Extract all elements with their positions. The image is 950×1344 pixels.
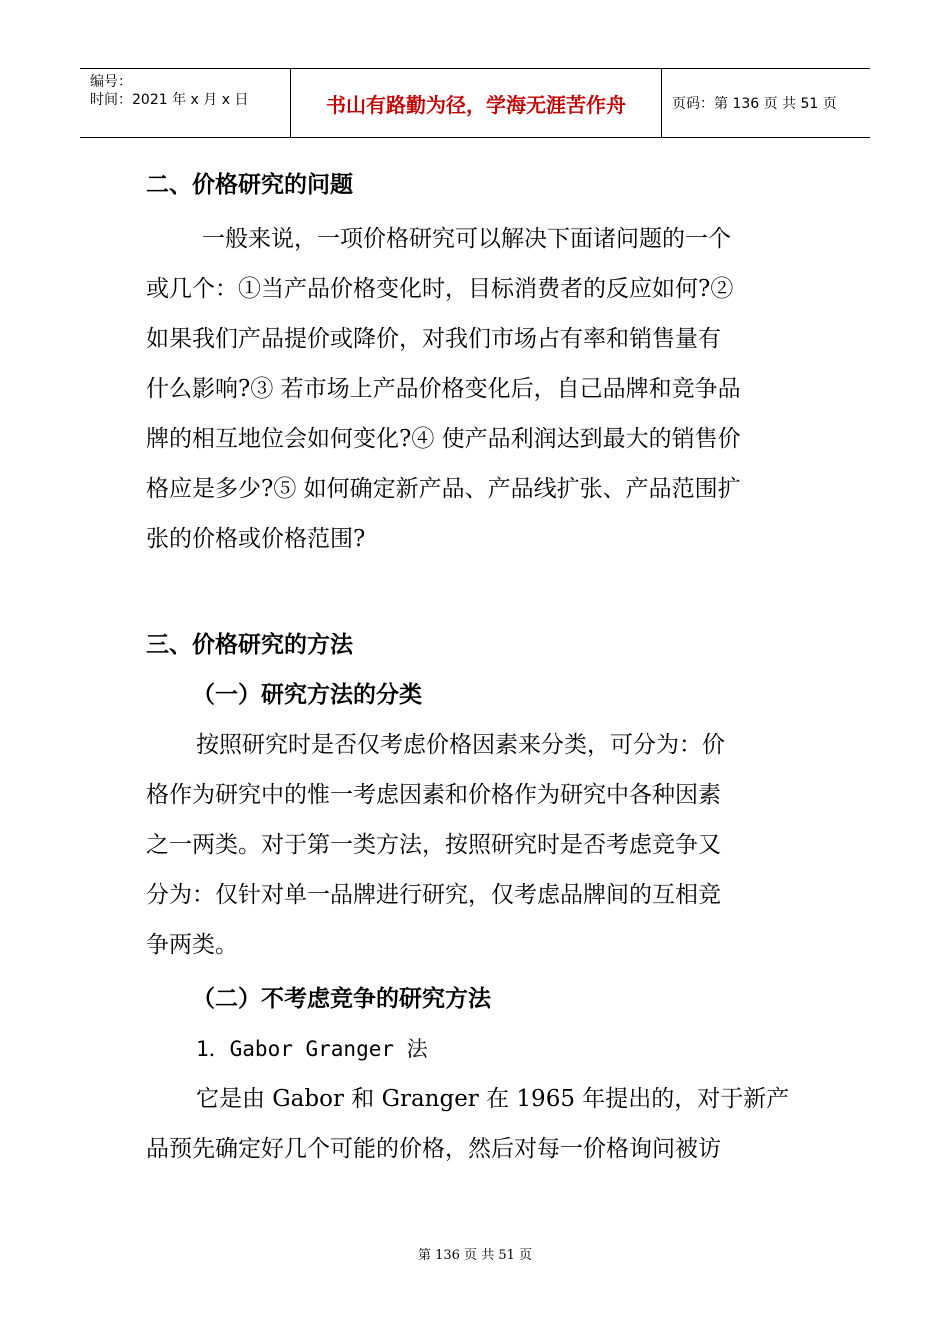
header-page-info: 页码：第 136 页 共 51 页 [672, 96, 837, 112]
paragraph-line: 什么影响?③ 若市场上产品价格变化后，自己品牌和竞争品 [146, 376, 741, 402]
paragraph-line: 一般来说，一项价格研究可以解决下面诸问题的一个 [202, 226, 731, 252]
section-2-body [146, 214, 806, 564]
subsection-heading: （一）研究方法的分类 [192, 682, 422, 708]
paragraph-line: 张的价格或价格范围? [146, 526, 366, 552]
paragraph-line: 或几个：①当产品价格变化时，目标消费者的反应如何?② [146, 276, 734, 302]
paragraph-line: 按照研究时是否仅考虑价格因素来分类，可分为：价 [196, 732, 725, 758]
section-heading: 二、价格研究的问题 [146, 172, 353, 198]
page-header [80, 68, 870, 138]
list-item: 1．Gabor Granger 法 [196, 1037, 428, 1061]
paragraph-line: 牌的相互地位会如何变化?④ 使产品利润达到最大的销售价 [146, 426, 741, 452]
paragraph-line: 格应是多少?⑤ 如何确定新产品、产品线扩张、产品范围扩 [146, 476, 741, 502]
document-number-label: 编号： [90, 74, 132, 90]
page-footer: 第 136 页 共 51 页 [417, 1248, 533, 1263]
subsection-heading: （二）不考虑竞争的研究方法 [192, 986, 491, 1012]
paragraph-line: 如果我们产品提价或降价，对我们市场占有率和销售量有 [146, 326, 721, 352]
paragraph-line: 之一两类。对于第一类方法，按照研究时是否考虑竞争又 [146, 832, 721, 858]
paragraph-line: 分为：仅针对单一品牌进行研究，仅考虑品牌间的互相竞 [146, 882, 721, 908]
paragraph-line: 格作为研究中的惟一考虑因素和价格作为研究中各种因素 [146, 782, 721, 808]
header-motto: 书山有路勤为径，学海无涯苦作舟 [291, 69, 662, 137]
section-2 [146, 160, 806, 210]
paragraph-line: 争两类。 [146, 932, 238, 958]
header-meta [80, 69, 291, 137]
paragraph-line: 它是由 Gabor 和 Granger 在 1965 年提出的，对于新产 [196, 1086, 790, 1112]
paragraph-line: 品预先确定好几个可能的价格，然后对每一价格询问被访 [146, 1136, 721, 1162]
section-3 [146, 620, 806, 1174]
document-time-label: 时间：2021 年 x 月 x 日 [90, 92, 249, 108]
section-heading: 三、价格研究的方法 [146, 632, 353, 658]
